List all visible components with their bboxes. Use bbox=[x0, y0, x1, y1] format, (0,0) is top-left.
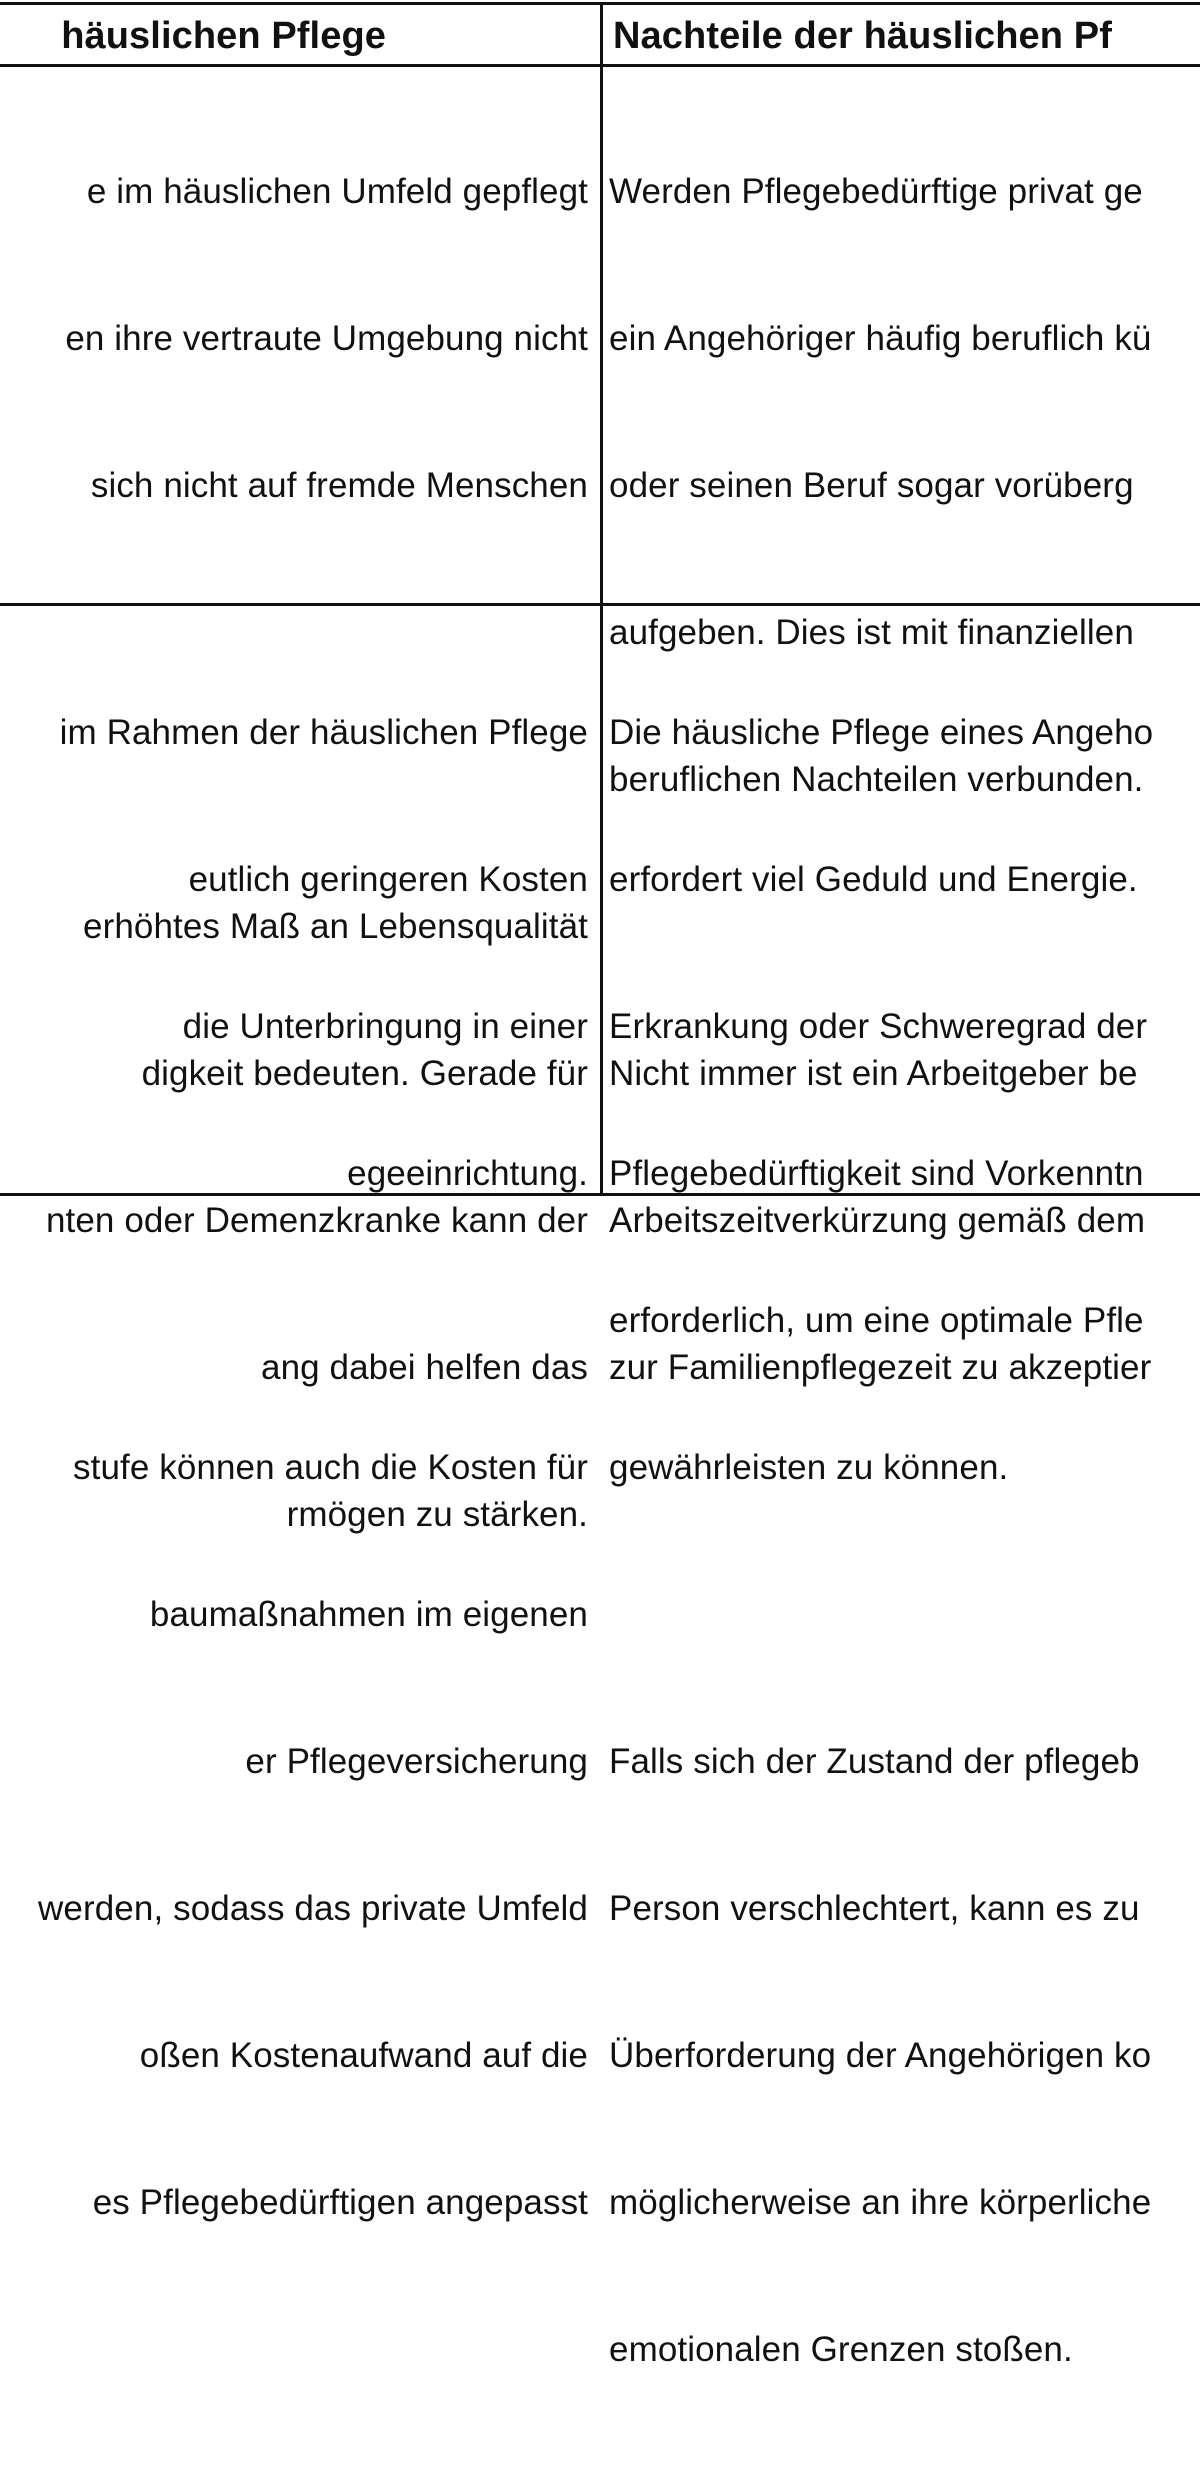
text-line: eutlich geringeren Kosten bbox=[188, 860, 588, 899]
text-line: oder seinen Beruf sogar vorüberg bbox=[609, 466, 1134, 505]
text-line: emotionalen Grenzen stoßen. bbox=[609, 2330, 1073, 2369]
text-line: Arbeitszeitverkürzung gemäß dem bbox=[609, 1201, 1146, 1240]
text-line: er Pflegeversicherung bbox=[245, 1742, 588, 1781]
text-line: gewährleisten zu können. bbox=[609, 1448, 1009, 1487]
text-line: im Rahmen der häuslichen Pflege bbox=[59, 713, 588, 752]
text-line: ein Angehöriger häufig beruflich kü bbox=[609, 319, 1152, 358]
text-line: Person verschlechtert, kann es zu bbox=[609, 1889, 1140, 1928]
text-line: Die häusliche Pflege eines Angeho bbox=[609, 713, 1154, 752]
text-line: baumaßnahmen im eigenen bbox=[149, 1595, 588, 1634]
text-line: en ihre vertraute Umgebung nicht bbox=[65, 319, 588, 358]
text-line: die Unterbringung in einer bbox=[182, 1007, 588, 1046]
header-disadvantages: Nachteile der häuslichen Pf bbox=[613, 15, 1112, 57]
text-line bbox=[609, 1590, 1200, 1639]
text-line: stufe können auch die Kosten für bbox=[73, 1448, 588, 1487]
column-divider bbox=[600, 2, 603, 1196]
text-line: möglicherweise an ihre körperliche bbox=[609, 2183, 1152, 2222]
text-line: rmögen zu stärken. bbox=[286, 1495, 588, 1534]
text-line: Nicht immer ist ein Arbeitgeber be bbox=[609, 1054, 1138, 1093]
header-advantages: häuslichen Pflege bbox=[61, 15, 386, 57]
text-line bbox=[0, 1296, 598, 1345]
text-line: erforderlich, um eine optimale Pfle bbox=[609, 1301, 1144, 1340]
text-line: werden, sodass das private Umfeld bbox=[38, 1889, 588, 1928]
text-line: beruflichen Nachteilen verbunden. bbox=[609, 760, 1144, 799]
text-line: digkeit bedeuten. Gerade für bbox=[141, 1054, 588, 1093]
text-line: e im häuslichen Umfeld gepflegt bbox=[86, 172, 588, 211]
text-line: Pflegebedürftigkeit sind Vorkenntn bbox=[609, 1154, 1144, 1193]
text-line: oßen Kostenaufwand auf die bbox=[139, 2036, 588, 2075]
text-line: zur Familienpflegezeit zu akzeptier bbox=[609, 1348, 1152, 1387]
text-line: egeeinrichtung. bbox=[347, 1154, 588, 1193]
text-line: sich nicht auf fremde Menschen bbox=[90, 466, 588, 505]
text-line: ang dabei helfen das bbox=[261, 1348, 588, 1387]
text-line: erhöhtes Maß an Lebensqualität bbox=[83, 907, 588, 946]
text-line: aufgeben. Dies ist mit finanziellen bbox=[609, 613, 1134, 652]
text-line: Falls sich der Zustand der pflegeb bbox=[609, 1742, 1140, 1781]
text-line: Werden Pflegebedürftige privat ge bbox=[609, 172, 1143, 211]
text-line: Erkrankung oder Schweregrad der bbox=[609, 1007, 1148, 1046]
text-line: Überforderung der Angehörigen ko bbox=[609, 2036, 1152, 2075]
text-line: es Pflegebedürftigen angepasst bbox=[92, 2183, 588, 2222]
text-line: erfordert viel Geduld und Energie. bbox=[609, 860, 1138, 899]
text-line: nten oder Demenzkranke kann der bbox=[45, 1201, 588, 1240]
